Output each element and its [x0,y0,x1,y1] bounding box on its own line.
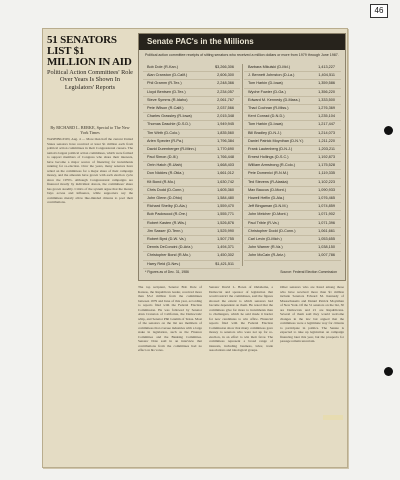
pac-amount: 1,074,859 [318,204,335,209]
pac-amount: 1,071,396 [318,220,335,225]
pac-amount: 1,090,933 [318,187,335,192]
table-row [143,97,240,105]
senator-name: Tom Harkin (D-Iowa) [248,122,283,127]
table-row [143,162,240,170]
pac-amount: 1,192,873 [318,155,335,160]
pac-amount: 1,102,223 [318,179,335,184]
table-row [244,146,341,154]
senator-name: Richard Shelby (D-Ala.) [147,204,187,209]
table-row [244,105,341,113]
table-row [143,187,240,195]
newspaper-clipping [42,28,348,468]
senator-name: Frank Lautenberg (D-N.J.) [248,146,293,151]
senator-name: Kent Conrad (D-N.D.) [248,114,285,119]
table-row [143,130,240,138]
table-row [244,130,341,138]
pac-amount: 1,668,403 [217,163,234,168]
pac-amount: 2,606,300 [217,73,234,78]
pac-amount: 1,359,586 [318,81,335,86]
table-row [244,162,341,170]
senator-name: Phil Gramm (R-Tex.) [147,81,182,86]
table-row [143,211,240,219]
senator-name: John McCain (R-Ariz.) [248,253,286,258]
senator-name: Bob Dole (R-Kan.) [147,65,179,69]
table-row [244,203,341,211]
table-row [143,244,240,252]
pac-amount: $1,421,511 [215,261,234,266]
senator-name: Christopher Bond (R-Mo.) [147,253,191,258]
table-row [143,72,240,80]
pac-amount: 1,584,480 [217,196,234,200]
table-row [244,187,341,195]
table-row [143,146,240,154]
pac-amount: 1,203,211 [318,146,335,151]
senator-name: John Glenn (D-Ohio) [147,196,183,200]
table-row [244,244,341,252]
pac-amount: 1,235,104 [318,114,335,119]
pac-amount: 1,525,990 [217,228,234,233]
senator-name: Bill Bradley (D-N.J.) [248,130,282,135]
pac-amount: 1,770,690 [217,146,234,151]
senator-name: Edward M. Kennedy (D-Mass.) [248,97,300,102]
senator-name: Ted Stevens (R-Alaska) [248,179,288,184]
senator-name: Dennis DeConcini (D-Ariz.) [147,245,193,250]
table-row [143,64,240,72]
pac-amount: 2,234,057 [217,89,234,94]
table-row [143,80,240,88]
pac-table-box [138,33,346,281]
senator-name: Thad Cochran (R-Miss.) [248,105,289,110]
senator-name: Carl Levin (D-Mich.) [248,236,282,241]
pac-amount: 1,413,227 [318,65,335,69]
senator-name: Bob Packwood (R-Ore.) [147,212,188,217]
pac-amount: $3,266,306 [214,65,234,69]
table-row [143,203,240,211]
pac-amount: 1,061,661 [318,228,335,233]
pac-amount: 1,214,073 [318,130,335,135]
senator-name: John Melcher (D-Mont.) [248,212,288,217]
table-row [143,252,240,260]
table-row [244,211,341,219]
senator-name: Charles Grassley (R-Iowa) [147,114,192,119]
table-row [244,195,341,203]
senator-name: Jim Sasser (D-Tenn.) [147,228,183,233]
table-row [244,252,341,260]
senator-name: Barbara Mikulski (D-Md.) [248,65,290,69]
senator-name: Christopher Dodd (D-Conn.) [248,228,296,233]
pac-amount: 1,661,012 [217,171,234,176]
table-source: Source: Federal Election Commission [280,270,337,274]
page-number: 46 [370,4,388,18]
table-row [244,64,341,72]
senator-name: J. Bennett Johnston (D-La.) [248,73,295,78]
senator-name: Robert Byrd (D-W. Va.) [147,236,186,241]
pac-amount: 1,356,220 [318,89,335,94]
table-row [244,138,341,146]
pac-amount: 1,494,371 [217,245,234,250]
senator-name: Harry Reid (D-Nev.) [147,261,181,266]
senator-name: Kit Bond (R-Mo.) [147,179,176,184]
senator-name: Steve Symms (R-Idaho) [147,97,188,102]
senator-name: Robert Kasten (R-Wis.) [147,220,187,225]
pac-amount: 1,071,902 [318,212,335,217]
senator-name: Lloyd Bentsen (D-Tex.) [147,89,186,94]
yellow-highlight [323,415,343,420]
table-row [143,154,240,162]
table-row [143,170,240,178]
table-row [244,97,341,105]
pac-amount: 2,037,566 [217,105,234,110]
table-row [143,138,240,146]
table-column-right [244,64,341,261]
pac-amount: 1,835,560 [217,130,234,135]
pac-amount: 1,053,655 [318,236,335,241]
table-row [244,220,341,228]
pac-amount: 1,276,369 [318,105,335,110]
table-row [244,154,341,162]
pac-amount: 1,630,742 [217,179,234,184]
senator-name: Paul Trible (R-Va.) [248,220,279,225]
table-row [143,236,240,244]
senator-name: Arlen Specter (R-Pa.) [147,138,184,143]
pac-amount: 1,333,500 [318,97,335,102]
table-row [143,179,240,187]
table-row [244,179,341,187]
table-row [244,236,341,244]
table-row [143,195,240,203]
pac-amount: 1,796,384 [217,138,234,143]
article-column-3: Senator David L. Boren of Oklahoma, a Democrat and sponsor of legislation that would restrict the committees, said the figures showed the extent to which senators had become dependent on them. He noted that the committees give far more to incumbents than to challengers, which he said made it harder for new candidates to win office. Financial reports filed with the Federal Election Commission show that many committees gave money to senators who were not up for re-election, in an effort to win their favor. The committees represent a broad range of interests, including business, labor, trade associations and ideological groups. [209,285,273,352]
pac-amount: 1,175,528 [318,163,335,168]
pac-amount: 2,248,366 [217,81,234,86]
senator-name: Orrin Hatch (R-Utah) [147,163,183,168]
table-row [143,261,240,269]
pac-amount: 1,507,755 [217,236,234,241]
senator-name: Ernest Hollings (D-S.C.) [248,155,289,160]
senator-name: Pete Wilson (R-Calif.) [147,105,184,110]
senator-name: Chris Dodd (D-Conn.) [147,187,184,192]
senator-name: Max Baucus (D-Mont.) [248,187,286,192]
table-row [244,121,341,129]
pac-amount: 2,015,348 [217,114,234,119]
pac-amount: 1,038,150 [318,245,335,250]
article-subheadline: Political Action Committees' Role Over Years Is Shown In Legislators' Reports [47,69,133,91]
pac-amount: 1,559,470 [217,204,234,209]
table-footnote: * Figures as of Dec. 31, 1986 [145,270,189,274]
article-byline: By RICHARD L. BERKE, Special to The New York Times [50,125,130,135]
table-row [143,228,240,236]
table-row [244,170,341,178]
table-row [244,72,341,80]
pac-amount: 1,119,335 [318,171,335,176]
table-row [244,228,341,236]
binder-hole-top [384,126,393,135]
senator-name: Thomas Daschle (D-S.D.) [147,122,191,127]
table-divider [242,64,243,266]
pac-amount: 1,450,302 [217,253,234,258]
pac-amount: 1,949,945 [217,122,234,127]
senator-name: Paul Simon (D-Ill.) [147,155,178,160]
senator-name: John Warner (R-Va.) [248,245,283,250]
pac-amount: 1,211,220 [318,138,335,143]
table-title: Senate PAC's in the Millions [139,34,345,50]
senator-name: Alan Cranston (D-Calif.) [147,73,188,78]
pac-amount: 1,076,465 [318,196,335,200]
pac-amount: 1,007,786 [318,253,335,258]
article-column-2: The top recipient, Senator Bob Dole of Kansas, the Republican leader, received more than $3.2 million from the committees between 1979 and June of this year, according to reports filed with the Federal Election Commission. He was followed by Senator Alan Cranston of California, the Democratic whip, and Senator Phil Gramm of Texas. Most of the senators on the list are members of committees that oversee industries with a large stake in legislation, such as the Finance Committee and the Banking Committee. Senator Dole said in an interview that contributions from the committees had no effect on his votes. [138,285,202,352]
pac-amount: 1,555,771 [217,212,234,217]
pac-amount: 1,526,876 [217,220,234,225]
table-row [143,113,240,121]
senator-name: Don Nickles (R-Okla.) [147,171,184,176]
table-row [143,121,240,129]
pac-amount: 1,404,511 [318,73,335,78]
table-row [143,105,240,113]
table-row [244,80,341,88]
binder-hole-bottom [384,367,393,376]
table-row [244,113,341,121]
article-column-4: Other senators who are listed among those who have received more than $1 million include Senators Edward M. Kennedy of Massachusetts and Daniel Patrick Moynihan of New York. Of the 51 senators on the list, 30 are Democrats and 21 are Republicans. Several of them said they would welcome changes in the law but argued that the committees were a legitimate way for citizens to participate in politics. The Senate is expected to take up legislation on campaign financing later this year, but the prospects for passage remain uncertain. [280,285,344,343]
senator-name: Tom Harkin (D-Iowa) [248,81,283,86]
pac-amount: 1,217,447 [318,122,335,127]
table-row [244,89,341,97]
table-row [143,89,240,97]
senator-name: Howell Heflin (D-Ala.) [248,196,285,200]
article-column-1: WASHINGTON, Aug. 4 — More than half the current United States senators have received at least $1 million each from political action committees in their Congressional careers. The nation's largest political action committees, which were formed to support members of Congress who share their interests, have become a major source of financing for incumbents running for re-election. Over the years, many senators have relied on the committees for a major share of their campaign money, and the amounts have grown with each election cycle since the 1970's. Although Congressional campaigns are financed mostly by individual donors, the committees' share has grown steadily. Critics of the system argue that the money buys access and influence, while supporters say the committees merely allow like-minded citizens to pool their contributions. [47,137,133,204]
pac-amount: 1,605,360 [217,187,234,192]
senator-name: Jeff Bingaman (D-N.M.) [248,204,288,209]
table-column-left [143,64,240,269]
senator-name: Wyche Fowler (D-Ga.) [248,89,286,94]
senator-name: William Armstrong (R-Colo.) [248,163,296,168]
senator-name: Tim Wirth (D-Colo.) [147,130,180,135]
senator-name: Pete Domenici (R-N.M.) [248,171,289,176]
table-intro: Political action committee receipts of sitting senators who received a million dollars or more from 1979 through June 1987. [145,53,339,57]
senator-name: Daniel Patrick Moynihan (D-N.Y.) [248,138,304,143]
senator-name: David Durenberger (R-Minn.) [147,146,196,151]
article-headline: 51 SENATORS LIST $1 MILLION IN AID [47,34,132,68]
pac-amount: 2,061,767 [217,97,234,102]
pac-amount: 1,766,448 [217,155,234,160]
table-row [143,220,240,228]
